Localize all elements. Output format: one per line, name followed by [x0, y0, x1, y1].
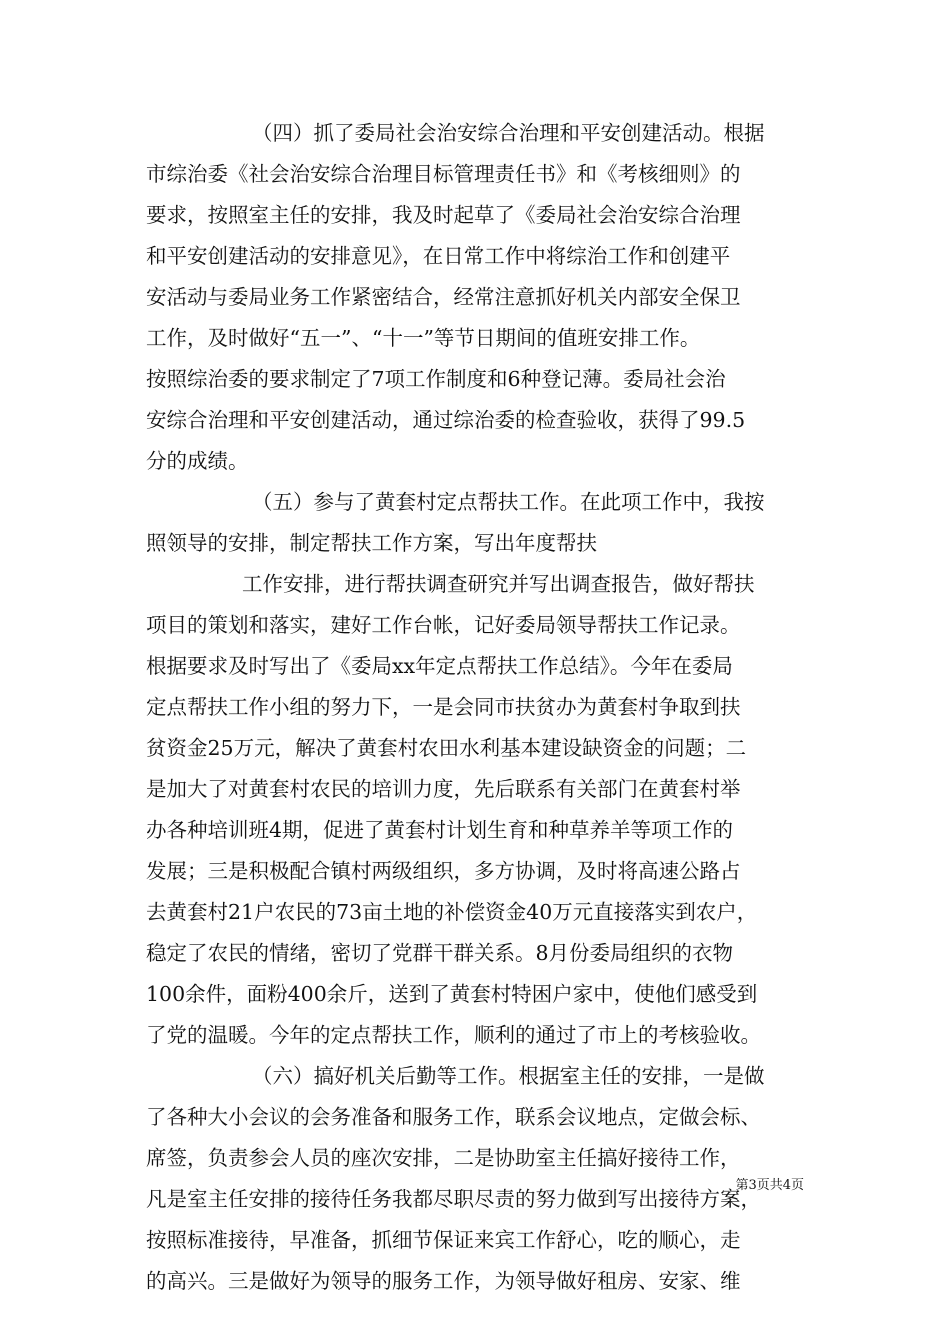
text-line: 办各种培训班4期，促进了黄套村计划生育和种草养羊等项工作的	[146, 818, 734, 842]
text-line: （五）参与了黄套村定点帮扶工作。在此项工作中，我按	[252, 490, 765, 514]
text-line: 和平安创建活动的安排意见》，在日常工作中将综治工作和创建平	[146, 244, 731, 268]
text-line: 的高兴。三是做好为领导的服务工作，为领导做好租房、安家、维	[146, 1269, 741, 1293]
text-line: （四）抓了委局社会治安综合治理和平安创建活动。根据	[252, 121, 765, 145]
text-line: 贫资金25万元，解决了黄套村农田水利基本建设缺资金的问题；二	[146, 736, 747, 760]
text-line: 工作安排，进行帮扶调查研究并写出调查报告，做好帮扶	[242, 572, 755, 596]
text-line: 按照标准接待，早准备，抓细节保证来宾工作舒心，吃的顺心，走	[146, 1228, 741, 1252]
text-line: 项目的策划和落实，建好工作台帐，记好委局领导帮扶工作记录。	[146, 613, 741, 637]
text-line: （六）搞好机关后勤等工作。根据室主任的安排，一是做	[252, 1064, 765, 1088]
text-line: 发展；三是积极配合镇村两级组织，多方协调，及时将高速公路占	[146, 859, 741, 883]
text-line: 安综合治理和平安创建活动，通过综治委的检查验收，获得了99.5	[146, 408, 746, 432]
text-line: 根据要求及时写出了《委局xx年定点帮扶工作总结》。今年在委局	[146, 654, 733, 678]
text-line: 要求，按照室主任的安排，我及时起草了《委局社会治安综合治理	[146, 203, 741, 227]
text-line: 了党的温暖。今年的定点帮扶工作，顺利的通过了市上的考核验收。	[146, 1023, 761, 1047]
text-line: 去黄套村21户农民的73亩土地的补偿资金40万元直接落实到农户，	[146, 900, 758, 924]
page-number: 第3页共4页	[735, 1178, 804, 1193]
text-line: 分的成绩。	[146, 449, 249, 473]
text-line: 定点帮扶工作小组的努力下，一是会同市扶贫办为黄套村争取到扶	[146, 695, 741, 719]
text-line: 市综治委《社会治安综合治理目标管理责任书》和《考核细则》的	[146, 162, 741, 186]
text-line: 照领导的安排，制定帮扶工作方案，写出年度帮扶	[146, 531, 597, 555]
text-line: 安活动与委局业务工作紧密结合，经常注意抓好机关内部安全保卫	[146, 285, 741, 309]
document-body	[146, 113, 806, 1302]
text-line: 100余件，面粉400余斤，送到了黄套村特困户家中，使他们感受到	[146, 982, 758, 1006]
text-line: 是加大了对黄套村农民的培训力度，先后联系有关部门在黄套村举	[146, 777, 741, 801]
text-line: 稳定了农民的情绪，密切了党群干群关系。8月份委局组织的衣物	[146, 941, 734, 965]
text-line: 了各种大小会议的会务准备和服务工作，联系会议地点，定做会标、	[146, 1105, 761, 1129]
text-line: 工作，及时做好“五一”、“十一”等节日期间的值班安排工作。	[146, 326, 701, 350]
text-line: 席签，负责参会人员的座次安排，二是协助室主任搞好接待工作，	[146, 1146, 741, 1170]
text-line: 按照综治委的要求制定了7项工作制度和6种登记薄。委局社会治	[146, 367, 726, 391]
text-line: 凡是室主任安排的接待任务我都尽职尽责的努力做到写出接待方案，	[146, 1187, 761, 1211]
